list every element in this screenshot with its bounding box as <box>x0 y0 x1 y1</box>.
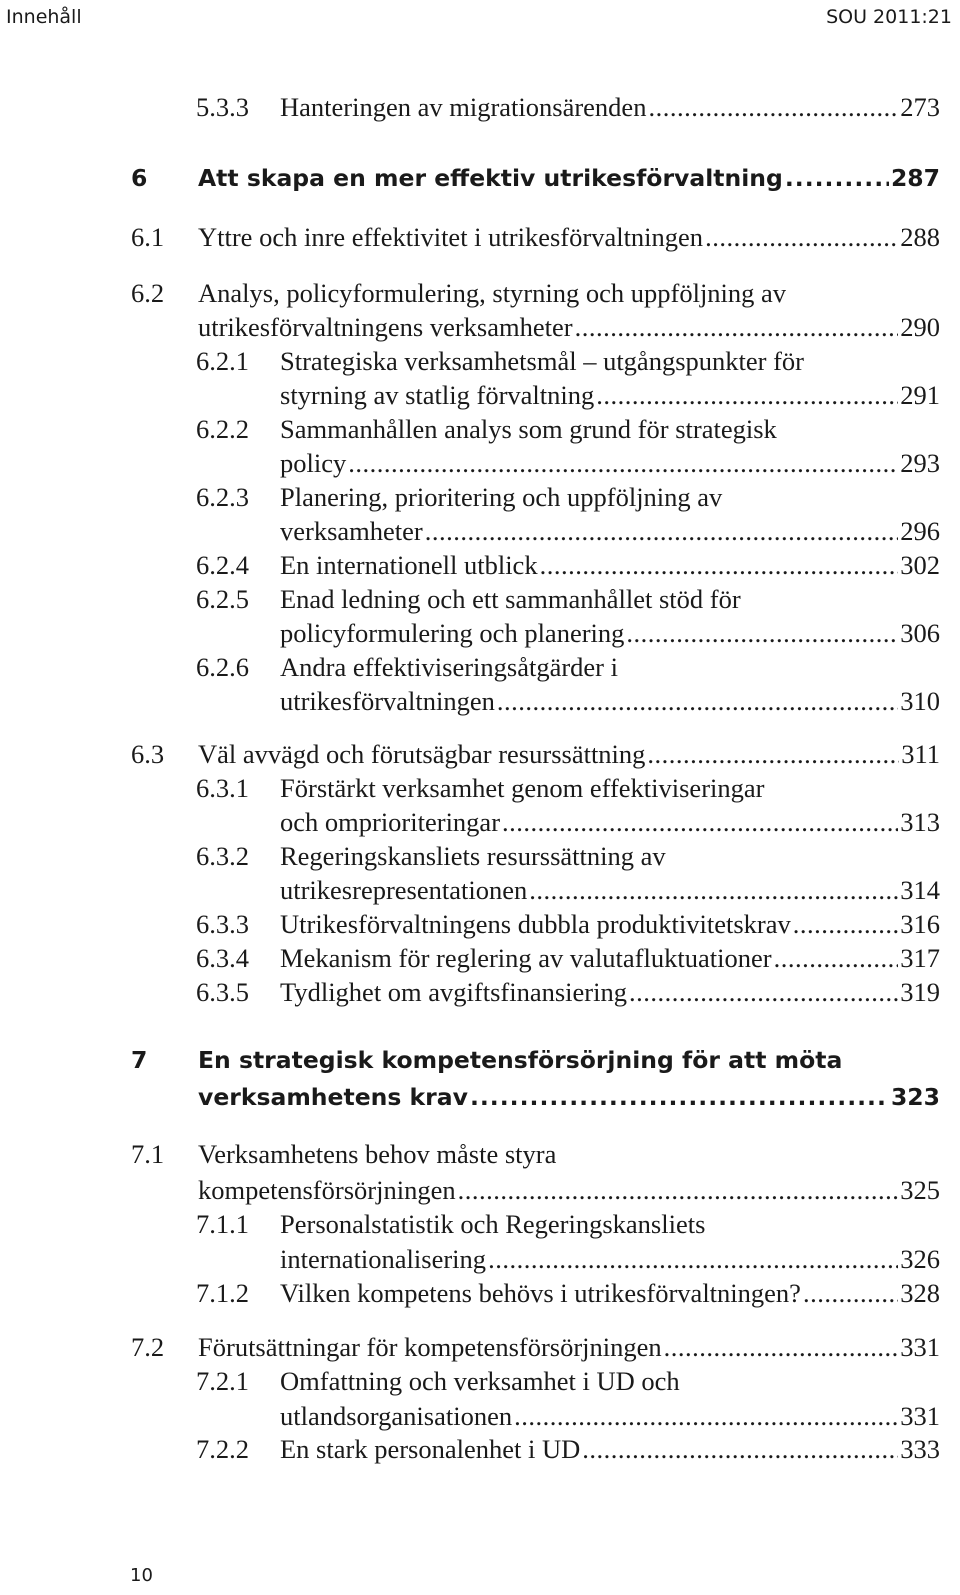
toc-entry[interactable]: och omprioriteringar ..... 313 <box>280 809 940 836</box>
header-document-id: SOU 2011:21 <box>826 6 952 28</box>
toc-entry-line: Omfattning och verksamhet i UD och <box>280 1366 680 1396</box>
toc-entry-number: 6.2.2 <box>196 414 249 444</box>
toc-entry[interactable]: 7.1.2 Vilken kompetens behövs i utrikesförvaltningen? ..... 328 <box>196 1280 940 1307</box>
toc-entry[interactable]: policyformulering och planering ..... 306 <box>280 620 940 647</box>
toc-entry[interactable]: 7.2 Förutsättningar för kompetensförsörjningen ..... 331 <box>131 1334 940 1361</box>
header-section-title: Innehåll <box>6 6 82 28</box>
toc-entry[interactable]: 6.1 Yttre och inre effektivitet i utrikesförvaltningen ..... 288 <box>131 224 940 251</box>
toc-entry[interactable]: utlandsorganisationen ..... 331 <box>280 1403 940 1430</box>
toc-entry[interactable]: styrning av statlig förvaltning ..... 291 <box>280 382 940 409</box>
toc-entry[interactable]: 6.3.5 Tydlighet om avgiftsfinansiering ..... 319 <box>196 979 940 1006</box>
toc-entry[interactable]: policy ..... 293 <box>280 450 940 477</box>
toc-entry-line: Verksamhetens behov måste styra <box>198 1139 557 1169</box>
toc-entry[interactable]: 6.3 Väl avvägd och förutsägbar resurssättning ..... 311 <box>131 741 940 768</box>
toc-entry-line: Personalstatistik och Regeringskansliets <box>280 1209 706 1239</box>
toc-entry-number: 6.2.6 <box>196 652 249 682</box>
toc-entry-line: Strategiska verksamhetsmål – utgångspunkter för <box>280 346 804 376</box>
toc-entry-line: Analys, policyformulering, styrning och uppföljning av <box>198 278 787 308</box>
toc-entry[interactable]: kompetensförsörjningen ..... 325 <box>198 1177 940 1204</box>
toc-entry-line: Regeringskansliets resurssättning av <box>280 841 666 871</box>
toc-entry[interactable]: 6.2.4 En internationell utblick ..... 302 <box>196 552 940 579</box>
toc-entry-line: Planering, prioritering och uppföljning av <box>280 482 723 512</box>
toc-entry[interactable]: utrikesförvaltningen ..... 310 <box>280 688 940 715</box>
toc-entry-line: Enad ledning och ett sammanhållet stöd för <box>280 584 741 614</box>
page-number: 10 <box>130 1565 153 1586</box>
toc-entry[interactable]: utrikesförvaltningens verksamheter ..... 290 <box>198 314 940 341</box>
toc-entry[interactable]: 6.3.3 Utrikesförvaltningens dubbla produktivitetskrav ..... 316 <box>196 911 940 938</box>
toc-entry-number: 7.1.1 <box>196 1209 249 1239</box>
toc-entry[interactable]: 5.3.3 Hanteringen av migrationsärenden ..... 273 <box>196 94 940 121</box>
toc-entry[interactable]: utrikesrepresentationen ..... 314 <box>280 877 940 904</box>
toc-entry-line: Andra effektiviseringsåtgärder i <box>280 652 618 682</box>
toc-entry-line: Sammanhållen analys som grund för strategisk <box>280 414 777 444</box>
toc-entry[interactable]: 6.3.4 Mekanism för reglering av valutafluktuationer ..... 317 <box>196 945 940 972</box>
toc-entry[interactable]: internationalisering ..... 326 <box>280 1246 940 1273</box>
toc-entry-line: Förstärkt verksamhet genom effektiviseringar <box>280 773 765 803</box>
toc-entry-line: En strategisk kompetensförsörjning för att möta <box>198 1046 843 1074</box>
toc-entry-line: 6.2 <box>131 278 165 308</box>
toc-entry[interactable]: 7.2.2 En stark personalenhet i UD ..... 333 <box>196 1436 940 1463</box>
toc-entry-number: 6.2.1 <box>196 346 249 376</box>
toc-entry-number: 6.2.3 <box>196 482 249 512</box>
toc-entry-number: 6.3.2 <box>196 841 249 871</box>
toc-entry-number: 7 <box>131 1046 148 1074</box>
toc-entry-number: 7.2.1 <box>196 1366 249 1396</box>
toc-entry-chapter[interactable]: verksamhetens krav ..... 323 <box>198 1086 940 1110</box>
toc-entry-number: 6.2.5 <box>196 584 249 614</box>
toc-entry-number: 6.3.1 <box>196 773 249 803</box>
toc-entry-number: 7.1 <box>131 1139 165 1169</box>
toc-entry[interactable]: verksamheter ..... 296 <box>280 518 940 545</box>
page-header <box>0 0 960 34</box>
toc-entry-chapter[interactable]: 6 Att skapa en mer effektiv utrikesförvaltning ..... 287 <box>131 167 940 191</box>
